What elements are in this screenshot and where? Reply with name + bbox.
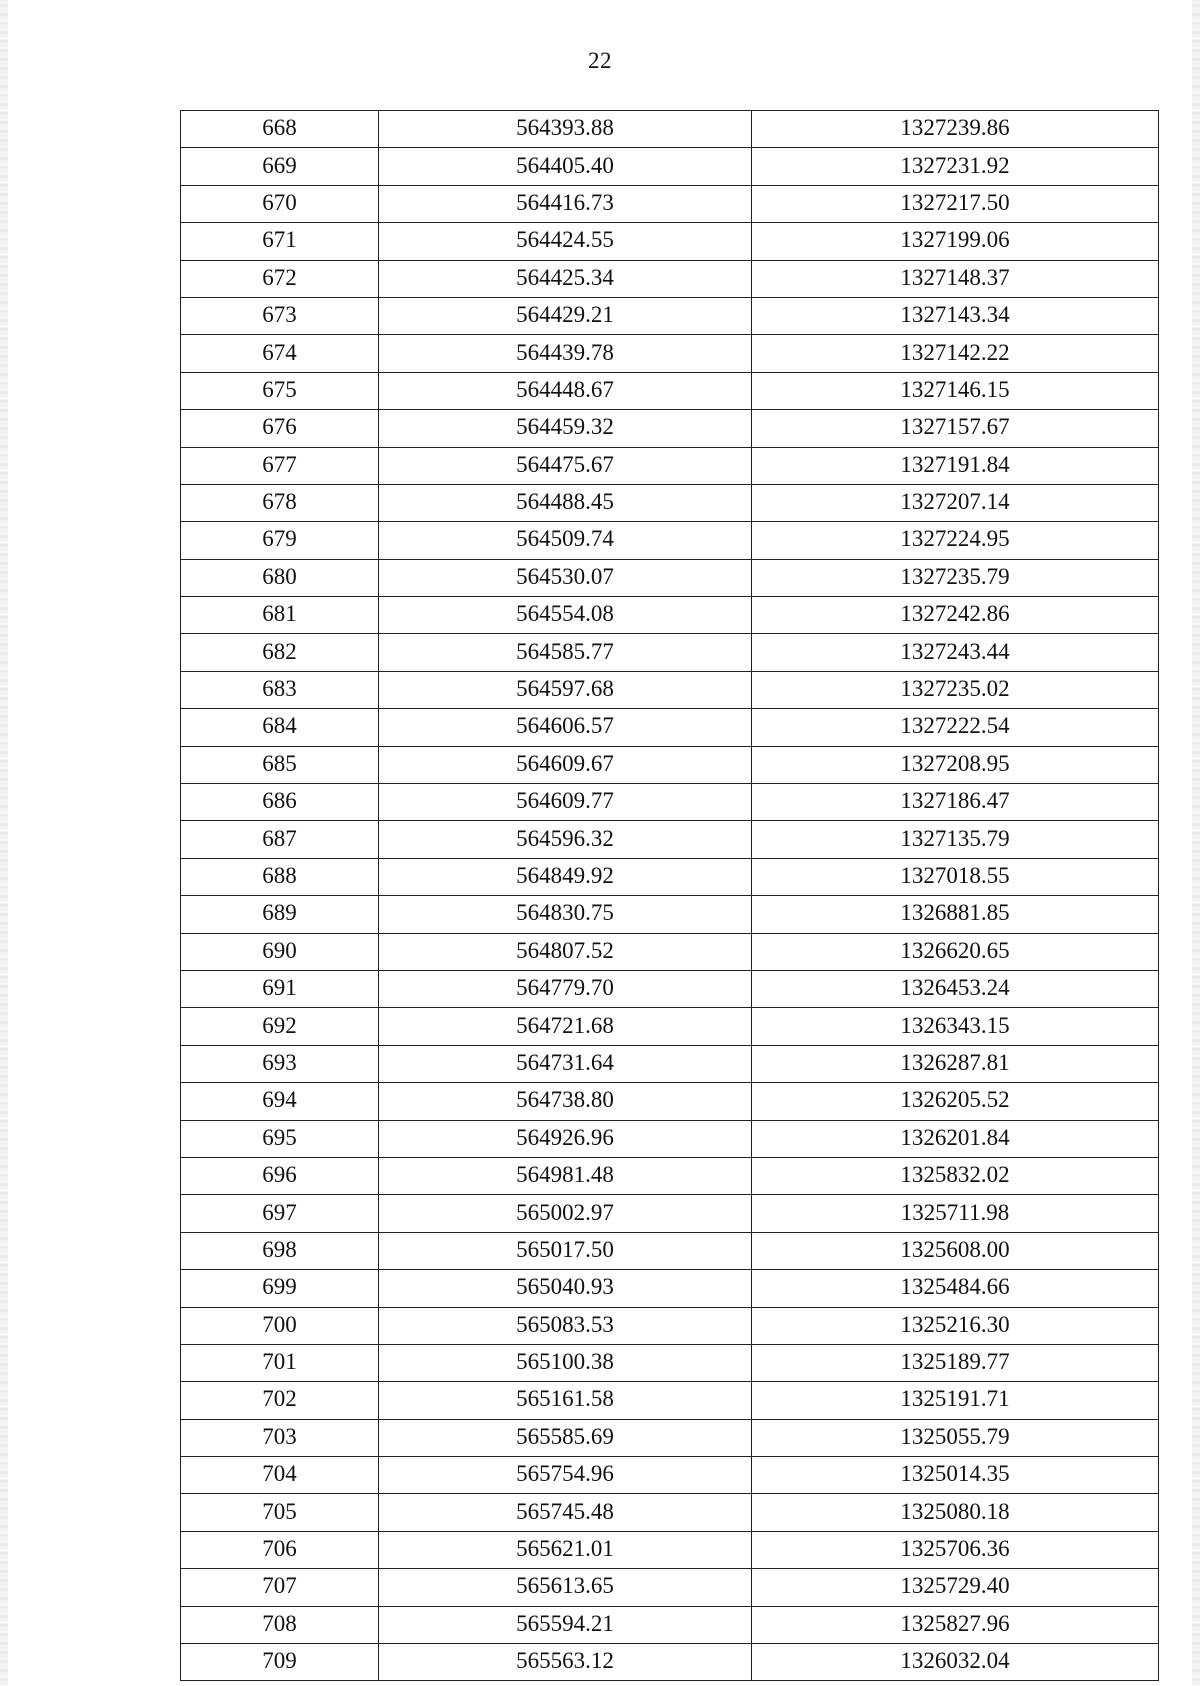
table-row: [181, 1120, 1159, 1157]
x-coordinate-cell: 565017.50: [379, 1232, 752, 1269]
x-coordinate-cell: 564530.07: [379, 559, 752, 596]
y-coordinate-cell: 1325832.02: [752, 1157, 1159, 1194]
y-coordinate-cell: 1326620.65: [752, 933, 1159, 970]
x-coordinate-cell: 564405.40: [379, 148, 752, 185]
table-row: [181, 597, 1159, 634]
table-row: [181, 410, 1159, 447]
table-row: [181, 933, 1159, 970]
table-row: [181, 634, 1159, 671]
y-coordinate-cell: 1326032.04: [752, 1644, 1159, 1681]
y-coordinate-cell: 1327222.54: [752, 709, 1159, 746]
y-coordinate-cell: 1326205.52: [752, 1083, 1159, 1120]
table-row: [181, 111, 1159, 148]
x-coordinate-cell: 565100.38: [379, 1344, 752, 1381]
point-number-cell: 671: [181, 223, 379, 260]
x-coordinate-cell: 565754.96: [379, 1457, 752, 1494]
x-coordinate-cell: 564448.67: [379, 372, 752, 409]
table-row: [181, 522, 1159, 559]
y-coordinate-cell: 1325055.79: [752, 1419, 1159, 1456]
table-row: [181, 1045, 1159, 1082]
x-coordinate-cell: 565083.53: [379, 1307, 752, 1344]
table-row: [181, 185, 1159, 222]
point-number-cell: 706: [181, 1531, 379, 1568]
table-row: [181, 1494, 1159, 1531]
x-coordinate-cell: 564606.57: [379, 709, 752, 746]
table-row: [181, 559, 1159, 596]
scan-edge-right: [1192, 0, 1200, 1686]
x-coordinate-cell: 565745.48: [379, 1494, 752, 1531]
x-coordinate-cell: 564609.77: [379, 784, 752, 821]
point-number-cell: 685: [181, 746, 379, 783]
point-number-cell: 682: [181, 634, 379, 671]
table-row: [181, 1569, 1159, 1606]
y-coordinate-cell: 1325729.40: [752, 1569, 1159, 1606]
coordinates-table-body: [181, 111, 1159, 1681]
point-number-cell: 688: [181, 858, 379, 895]
x-coordinate-cell: 565161.58: [379, 1382, 752, 1419]
scan-edge-left: [0, 0, 8, 1686]
table-row: [181, 297, 1159, 334]
point-number-cell: 690: [181, 933, 379, 970]
x-coordinate-cell: 564721.68: [379, 1008, 752, 1045]
x-coordinate-cell: 564738.80: [379, 1083, 752, 1120]
x-coordinate-cell: 564597.68: [379, 671, 752, 708]
point-number-cell: 696: [181, 1157, 379, 1194]
x-coordinate-cell: 564849.92: [379, 858, 752, 895]
point-number-cell: 697: [181, 1195, 379, 1232]
table-row: [181, 821, 1159, 858]
y-coordinate-cell: 1327207.14: [752, 484, 1159, 521]
y-coordinate-cell: 1326287.81: [752, 1045, 1159, 1082]
y-coordinate-cell: 1327217.50: [752, 185, 1159, 222]
point-number-cell: 687: [181, 821, 379, 858]
x-coordinate-cell: 564981.48: [379, 1157, 752, 1194]
point-number-cell: 704: [181, 1457, 379, 1494]
table-row: [181, 447, 1159, 484]
point-number-cell: 698: [181, 1232, 379, 1269]
table-row: [181, 1457, 1159, 1494]
y-coordinate-cell: 1327235.02: [752, 671, 1159, 708]
y-coordinate-cell: 1325191.71: [752, 1382, 1159, 1419]
table-row: [181, 1344, 1159, 1381]
y-coordinate-cell: 1327157.67: [752, 410, 1159, 447]
point-number-cell: 680: [181, 559, 379, 596]
table-row: [181, 709, 1159, 746]
table-row: [181, 1606, 1159, 1643]
point-number-cell: 709: [181, 1644, 379, 1681]
y-coordinate-cell: 1326343.15: [752, 1008, 1159, 1045]
x-coordinate-cell: 564416.73: [379, 185, 752, 222]
x-coordinate-cell: 564596.32: [379, 821, 752, 858]
point-number-cell: 686: [181, 784, 379, 821]
x-coordinate-cell: 564475.67: [379, 447, 752, 484]
point-number-cell: 699: [181, 1270, 379, 1307]
table-row: [181, 1644, 1159, 1681]
x-coordinate-cell: 564554.08: [379, 597, 752, 634]
y-coordinate-cell: 1325189.77: [752, 1344, 1159, 1381]
table-row: [181, 1307, 1159, 1344]
table-row: [181, 1157, 1159, 1194]
y-coordinate-cell: 1325080.18: [752, 1494, 1159, 1531]
point-number-cell: 670: [181, 185, 379, 222]
x-coordinate-cell: 565613.65: [379, 1569, 752, 1606]
point-number-cell: 701: [181, 1344, 379, 1381]
x-coordinate-cell: 564488.45: [379, 484, 752, 521]
y-coordinate-cell: 1325484.66: [752, 1270, 1159, 1307]
point-number-cell: 695: [181, 1120, 379, 1157]
table-row: [181, 896, 1159, 933]
table-row: [181, 223, 1159, 260]
y-coordinate-cell: 1325216.30: [752, 1307, 1159, 1344]
y-coordinate-cell: 1325608.00: [752, 1232, 1159, 1269]
point-number-cell: 692: [181, 1008, 379, 1045]
point-number-cell: 703: [181, 1419, 379, 1456]
x-coordinate-cell: 564425.34: [379, 260, 752, 297]
y-coordinate-cell: 1327142.22: [752, 335, 1159, 372]
y-coordinate-cell: 1327135.79: [752, 821, 1159, 858]
point-number-cell: 669: [181, 148, 379, 185]
x-coordinate-cell: 565594.21: [379, 1606, 752, 1643]
x-coordinate-cell: 564459.32: [379, 410, 752, 447]
point-number-cell: 679: [181, 522, 379, 559]
y-coordinate-cell: 1327224.95: [752, 522, 1159, 559]
table-row: [181, 1195, 1159, 1232]
y-coordinate-cell: 1327018.55: [752, 858, 1159, 895]
x-coordinate-cell: 564779.70: [379, 970, 752, 1007]
table-row: [181, 970, 1159, 1007]
table-row: [181, 1083, 1159, 1120]
x-coordinate-cell: 564926.96: [379, 1120, 752, 1157]
y-coordinate-cell: 1327243.44: [752, 634, 1159, 671]
point-number-cell: 673: [181, 297, 379, 334]
y-coordinate-cell: 1326201.84: [752, 1120, 1159, 1157]
x-coordinate-cell: 565563.12: [379, 1644, 752, 1681]
point-number-cell: 693: [181, 1045, 379, 1082]
y-coordinate-cell: 1326453.24: [752, 970, 1159, 1007]
x-coordinate-cell: 564509.74: [379, 522, 752, 559]
x-coordinate-cell: 564609.67: [379, 746, 752, 783]
point-number-cell: 691: [181, 970, 379, 1007]
y-coordinate-cell: 1327148.37: [752, 260, 1159, 297]
x-coordinate-cell: 565002.97: [379, 1195, 752, 1232]
y-coordinate-cell: 1327191.84: [752, 447, 1159, 484]
x-coordinate-cell: 565621.01: [379, 1531, 752, 1568]
table-row: [181, 1270, 1159, 1307]
point-number-cell: 672: [181, 260, 379, 297]
table-row: [181, 746, 1159, 783]
y-coordinate-cell: 1327199.06: [752, 223, 1159, 260]
point-number-cell: 700: [181, 1307, 379, 1344]
table-row: [181, 148, 1159, 185]
x-coordinate-cell: 564439.78: [379, 335, 752, 372]
table-row: [181, 784, 1159, 821]
point-number-cell: 668: [181, 111, 379, 148]
y-coordinate-cell: 1327186.47: [752, 784, 1159, 821]
x-coordinate-cell: 564731.64: [379, 1045, 752, 1082]
point-number-cell: 684: [181, 709, 379, 746]
point-number-cell: 689: [181, 896, 379, 933]
x-coordinate-cell: 564393.88: [379, 111, 752, 148]
y-coordinate-cell: 1327231.92: [752, 148, 1159, 185]
point-number-cell: 681: [181, 597, 379, 634]
point-number-cell: 708: [181, 1606, 379, 1643]
table-row: [181, 858, 1159, 895]
point-number-cell: 705: [181, 1494, 379, 1531]
table-row: [181, 260, 1159, 297]
x-coordinate-cell: 564830.75: [379, 896, 752, 933]
y-coordinate-cell: 1325711.98: [752, 1195, 1159, 1232]
point-number-cell: 675: [181, 372, 379, 409]
y-coordinate-cell: 1325014.35: [752, 1457, 1159, 1494]
page-number: 22: [588, 48, 612, 73]
y-coordinate-cell: 1327143.34: [752, 297, 1159, 334]
table-row: [181, 671, 1159, 708]
table-row: [181, 1232, 1159, 1269]
point-number-cell: 676: [181, 410, 379, 447]
point-number-cell: 683: [181, 671, 379, 708]
x-coordinate-cell: 564424.55: [379, 223, 752, 260]
table-row: [181, 335, 1159, 372]
table-row: [181, 1419, 1159, 1456]
table-row: [181, 1531, 1159, 1568]
table-row: [181, 372, 1159, 409]
y-coordinate-cell: 1325706.36: [752, 1531, 1159, 1568]
point-number-cell: 678: [181, 484, 379, 521]
x-coordinate-cell: 564807.52: [379, 933, 752, 970]
point-number-cell: 674: [181, 335, 379, 372]
x-coordinate-cell: 564429.21: [379, 297, 752, 334]
point-number-cell: 707: [181, 1569, 379, 1606]
x-coordinate-cell: 565585.69: [379, 1419, 752, 1456]
point-number-cell: 677: [181, 447, 379, 484]
point-number-cell: 702: [181, 1382, 379, 1419]
y-coordinate-cell: 1327242.86: [752, 597, 1159, 634]
point-number-cell: 694: [181, 1083, 379, 1120]
y-coordinate-cell: 1327208.95: [752, 746, 1159, 783]
table-row: [181, 1382, 1159, 1419]
coordinates-table: [180, 110, 1159, 1681]
y-coordinate-cell: 1326881.85: [752, 896, 1159, 933]
x-coordinate-cell: 564585.77: [379, 634, 752, 671]
y-coordinate-cell: 1327146.15: [752, 372, 1159, 409]
y-coordinate-cell: 1325827.96: [752, 1606, 1159, 1643]
table-row: [181, 484, 1159, 521]
table-row: [181, 1008, 1159, 1045]
y-coordinate-cell: 1327235.79: [752, 559, 1159, 596]
y-coordinate-cell: 1327239.86: [752, 111, 1159, 148]
x-coordinate-cell: 565040.93: [379, 1270, 752, 1307]
